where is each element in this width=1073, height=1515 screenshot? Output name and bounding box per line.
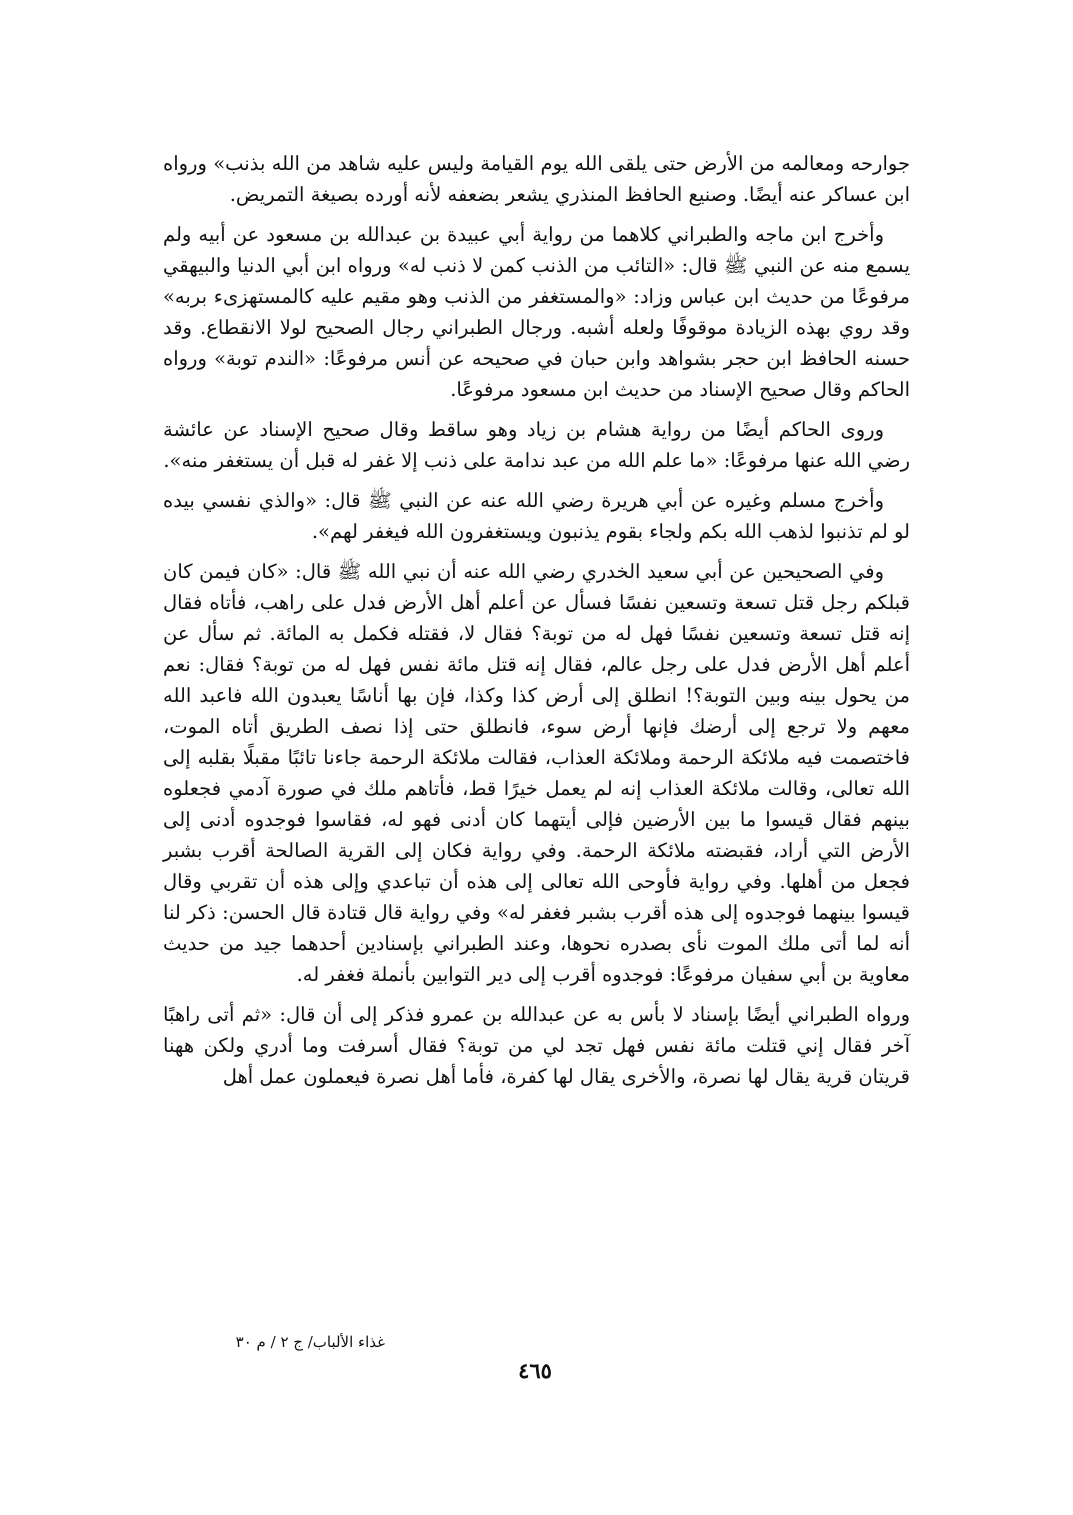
paragraph-1: جوارحه ومعالمه من الأرض حتى يلقى الله يوم القيامة وليس عليه شاهد من الله بذنب» ورواه ابن عساكر عنه أيضًا. وصنيع الحافظ المنذري يشعر بضعفه لأنه أورده بصيغة التمريض. <box>163 152 910 206</box>
book-reference: غذاء الألباب/ ج ٢ / م ٣٠ <box>235 1333 385 1351</box>
paragraph-4: وأخرج مسلم وغيره عن أبي هريرة رضي الله عنه عن النبي ﷺ قال: «والذي نفسي بيده لو لم تذنبوا لذهب الله بكم ولجاء بقوم يذنبون ويستغفرون الله فيغفر لهم». <box>163 489 910 543</box>
main-text <box>163 148 910 1101</box>
paragraph-5: وفي الصحيحين عن أبي سعيد الخدري رضي الله عنه أن نبي الله ﷺ قال: «كان فيمن كان قبلكم رجل قتل تسعة وتسعين نفسًا فسأل عن أعلم أهل الأرض فدل على راهب، فأتاه فقال إنه قتل تسعة وتسعين نفسًا فهل له من توبة؟ فقال لا، فقتله فكمل به المائة. ثم سأل عن أعلم أهل الأرض فدل على رجل عالم، فقال إنه قتل مائة نفس فهل له من توبة؟ فقال: نعم من يحول بينه وبين التوبة؟! انطلق إلى أرض كذا وكذا، فإن بها أناسًا يعبدون الله فاعبد الله معهم ولا ترجع إلى أرضك فإنها أرض سوء، فانطلق حتى إذا نصف الطريق أتاه الموت، فاختصمت فيه ملائكة الرحمة وملائكة العذاب، فقالت ملائكة الرحمة جاءنا تائبًا مقبلًا بقلبه إلى الله تعالى، وقالت ملائكة العذاب إنه لم يعمل خيرًا قط، فأتاهم ملك في صورة آدمي فجعلوه بينهم فقال قيسوا ما بين الأرضين فإلى أيتهما كان أدنى فهو له، فقاسوا فوجدوه أدنى إلى الأرض التي أراد، فقبضته ملائكة الرحمة. وفي رواية فكان إلى القرية الصالحة أقرب بشبر فجعل من أهلها. وفي رواية فأوحى الله تعالى إلى هذه أن تباعدي وإلى هذه أن تقربي وقال قيسوا بينهما فوجدوه إلى هذه أقرب بشبر فغفر له» وفي رواية قال قتادة قال الحسن: ذكر لنا أنه لما أتى ملك الموت نأى بصدره نحوها، وعند الطبراني بإسنادين أحدهما جيد من حديث معاوية بن أبي سفيان مرفوعًا: فوجدوه أقرب إلى دير التوابين بأنملة فغفر له. <box>163 560 910 986</box>
paragraph-3: وروى الحاكم أيضًا من رواية هشام بن زياد وهو ساقط وقال صحيح الإسناد عن عائشة رضي الله عنها مرفوعًا: «ما علم الله من عبد ندامة على ذنب إلا غفر له قبل أن يستغفر منه». <box>163 418 910 472</box>
paragraph-2: وأخرج ابن ماجه والطبراني كلاهما من رواية أبي عبيدة بن عبدالله بن مسعود عن أبيه ولم يسمع منه عن النبي ﷺ قال: «التائب من الذنب كمن لا ذنب له» ورواه ابن أبي الدنيا والبيهقي مرفوعًا من حديث ابن عباس وزاد: «والمستغفر من الذنب وهو مقيم عليه كالمستهزىء بربه» وقد روي بهذه الزيادة موقوفًا ولعله أشبه. ورجال الطبراني رجال الصحيح لولا الانقطاع. وقد حسنه الحافظ ابن حجر بشواهد وابن حبان في صحيحه عن أنس مرفوعًا: «الندم توبة» ورواه الحاكم وقال صحيح الإسناد من حديث ابن مسعود مرفوعًا. <box>163 223 910 401</box>
page-number: ٤٦٥ <box>518 1358 552 1383</box>
paragraph-6: ورواه الطبراني أيضًا بإسناد لا بأس به عن عبدالله بن عمرو فذكر إلى أن قال: «ثم أتى راهبًا آخر فقال إني قتلت مائة نفس فهل تجد لي من توبة؟ فقال أسرفت وما أدري ولكن ههنا قريتان قرية يقال لها نصرة، والأخرى يقال لها كفرة، فأما أهل نصرة فيعملون عمل أهل <box>163 1003 910 1088</box>
